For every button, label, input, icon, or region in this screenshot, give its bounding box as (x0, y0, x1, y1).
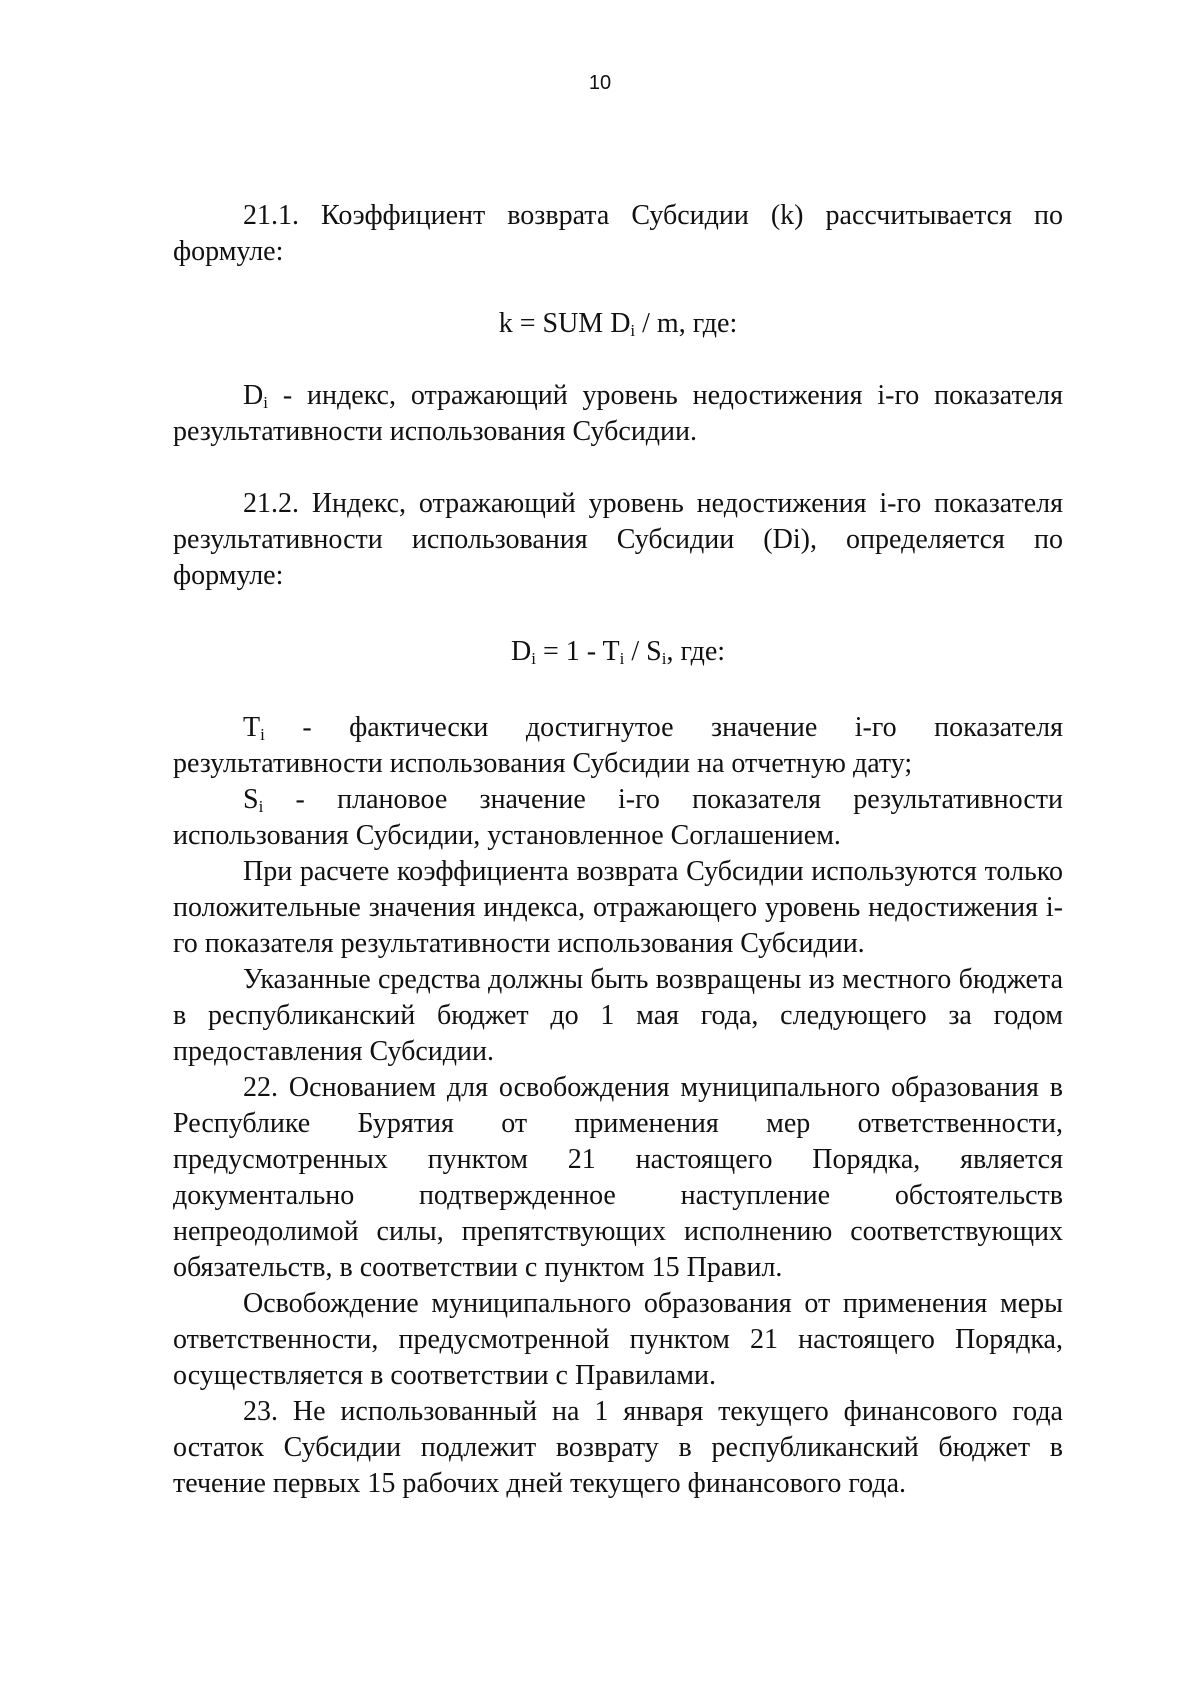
formula-d-t-subscript: i (619, 649, 625, 668)
formula-k-subscript: i (630, 321, 636, 340)
definition-t-subscript: i (260, 725, 265, 744)
paragraph-calculation: При расчете коэффициента возврата Субсидии используются только положительные значения индекса, отражающего уровень недостижения i-го показателя результативности использования Субсидии. (173, 856, 1063, 959)
formula-d-s-subscript: i (661, 649, 667, 668)
formula-d-mid: = 1 - T (535, 636, 620, 667)
definition-t-text: - фактически достигнутое значение i-го показателя результативности использования Субсидии на отчетную дату; (173, 712, 1063, 779)
document-body (173, 198, 1063, 1502)
definition-t-symbol: T (243, 712, 261, 743)
definition-s (173, 782, 1063, 854)
definition-d-text: - индекс, отражающий уровень недостижения i-го показателя результативности использования Субсидии. (173, 380, 1063, 447)
paragraph-return-deadline: Указанные средства должны быть возвращены из местного бюджета в республиканский бюджет до 1 мая года, следующего за годом предоставления Субсидии. (173, 964, 1063, 1067)
formula-d-tail: , где: (666, 636, 726, 667)
formula-k-lhs: k = SUM D (498, 308, 631, 339)
paragraph-21-2: 21.2. Индекс, отражающий уровень недостижения i-го показателя результативности использования Субсидии (Di), определяется по формуле: (173, 488, 1063, 591)
formula-d-slash: / S (624, 636, 662, 667)
definition-s-subscript: i (258, 797, 264, 816)
paragraph-21-1: 21.1. Коэффициент возврата Субсидии (k) рассчитывается по формуле: (173, 200, 1063, 267)
definition-s-text: - плановое значение i-го показателя результативности использования Субсидии, установленное Соглашением. (173, 784, 1063, 851)
definition-d (173, 378, 1063, 450)
formula-d-lhs-subscript: i (531, 649, 536, 668)
definition-d-symbol: D (243, 380, 264, 411)
paragraph-release: Освобождение муниципального образования от применения меры ответственности, предусмотренной пунктом 21 настоящего Порядка, осуществляется в соответствии с Правилами. (173, 1288, 1063, 1391)
definition-t (173, 710, 1063, 782)
formula-d (173, 634, 1063, 670)
paragraph-23: 23. Не использованный на 1 января текущего финансового года остаток Субсидии подлежит возврату в республиканский бюджет в течение первых 15 рабочих дней текущего финансового года. (173, 1396, 1063, 1499)
definition-s-symbol: S (243, 784, 259, 815)
formula-k-rhs: / m, где: (635, 308, 738, 339)
page-number: 10 (588, 72, 612, 94)
formula-d-lhs: D (510, 636, 532, 667)
paragraph-22: 22. Основанием для освобождения муниципального образования в Республике Бурятия от применения мер ответственности, предусмотренных пунктом 21 настоящего Порядка, является документально подтвержденное наступление обстоятельств непреодолимой силы, препятствующих исполнению соответствующих обязательств, в соответствии с пунктом 15 Правил. (173, 1072, 1063, 1283)
definition-d-subscript: i (263, 393, 268, 412)
formula-k (173, 306, 1063, 342)
